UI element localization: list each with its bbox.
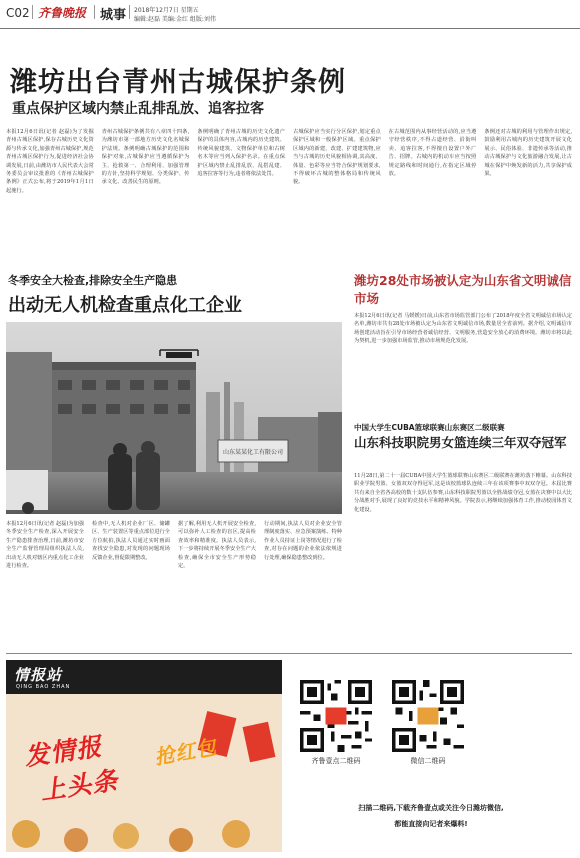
drone-photo-illustration — [6, 322, 342, 514]
company-sign: 山东某某化工有限公司 — [222, 449, 284, 456]
article-column: 据了解,利用无人机开展安全检查,可以弥补人工检查的盲区,提高检查效率和精准度。执法人员表示,下一步将持续开展冬季安全生产大检查,确保全市安全生产形势稳定。 — [178, 521, 256, 570]
section-name: 城事 — [100, 8, 127, 23]
wechat-qr-code[interactable] — [392, 680, 464, 752]
lead-article-body — [6, 128, 572, 268]
scan-instruction: 扫描二维码,下载齐鲁壹点或关注今日潍坊微信, — [358, 804, 504, 812]
header-divider — [94, 5, 95, 19]
scan-instruction: 都能直接向记者来爆料! — [394, 820, 468, 828]
promo-logo-sub: QING BAO ZHAN — [16, 684, 71, 690]
article-column: 在古城范围内从事经营活动的,应当遵守经营秩序,不得占道经营、沿街叫卖、追客拉客,不得擅自设置户外广告、招牌。古城内的机动车应当按照规定路线和时间通行,在指定区域停放。 — [388, 129, 477, 178]
second-story-kicker: 冬季安全大检查,排除安全生产隐患 — [8, 274, 178, 287]
side-story-kicker: 中国大学生CUBA篮球联赛山东赛区二级联赛 — [354, 423, 505, 432]
lead-headline: 潍坊出台青州古城保护条例 — [10, 67, 346, 98]
side-story-body: 11月28日,第二十一届CUBA中国大学生篮球联赛山东赛区二级联赛在潍坊落下帷幕。山东科技职业学院男篮、女篮双双夺得冠军,这是该校篮球队连续三年在该项赛事中双双夺冠。本届比赛共有来自全省各高校的数十支队伍参赛,山东科技职院男篮以全胜战绩夺冠,女篮在决赛中以大比分战胜对手,展现了良好的竞技水平和精神风貌。学院表示,将继续加强体育工作,推动校园体育文化建设。 — [354, 473, 572, 513]
page-header — [0, 0, 580, 32]
issue-date: 2018年12月7日 星期五 — [134, 7, 199, 14]
drone-inspection-photo — [6, 322, 342, 514]
newspaper-name: 齐鲁晚报 — [38, 6, 87, 20]
promo-slogan: 上头条 — [38, 765, 120, 806]
article-column: 青州古城保护条例共有八章四十四条,为潍坊市第一部地方历史文化名城保护法规。条例明确古城保护的范围和保护对象,古城保护应当遵循保护为主、抢救第一、合理利用、加强管理的方针,坚持科学规划、分类保护、传承文化、改善民生的原则。 — [101, 129, 190, 186]
article-column: 本报12月6日讯(记者 赵磊)为加强冬季安全生产检查,深入开展安全生产隐患排查治理,日前,潍坊市安全生产监督管理局组织执法人员,出动无人机对辖区内重点化工企业进行检查。 — [6, 521, 84, 570]
page-number: C02 — [6, 6, 30, 20]
side-story-headline: 山东科技职院男女篮连续三年双夺冠军 — [354, 435, 567, 450]
news-tip-promo-banner — [6, 660, 282, 852]
second-story-headline: 出动无人机检查重点化工企业 — [8, 295, 242, 316]
header-divider — [129, 5, 130, 19]
header-divider — [32, 5, 33, 19]
promo-slogan: 抢红包 — [152, 734, 219, 770]
article-column: 古城保护应当实行分区保护,划定重点保护区域和一般保护区域。重点保护区域内的新建、改建、扩建建筑物,应当与古城的历史风貌相协调,其高度、体量、色彩等应当符合保护规划要求,不得破坏古城的整体格局和传统风貌。 — [292, 129, 381, 186]
article-column: 条例还对古城的利用与管理作出规定,鼓励利用古城内的历史建筑开展文化展示、民俗体验、非遗传承等活动,推动古城保护与文化旅游融合发展,让古城在保护中焕发新的活力,共享保护成果。 — [484, 129, 572, 178]
second-article-body — [6, 520, 342, 648]
article-column: 条例明确了青州古城的历史文化遗产保护的具体内容,古城内的历史建筑、传统风貌建筑、文物保护单位和古树名木等应当列入保护名录。在重点保护区域内禁止乱排乱放、乱搭乱建、追客拉客等行为,违者将依法处罚。 — [197, 129, 285, 178]
promo-slogan: 发情报 — [22, 731, 104, 772]
header-rule — [0, 28, 580, 29]
qilu-app-qr-code[interactable] — [300, 680, 372, 752]
section-rule — [6, 653, 572, 654]
article-column: 本报12月6日讯(记者 赵磊)为了发掘青州古城区保护,保存古城历史文化资源与传承文化,加强青州古城保护,规范青州古城区保护行为,促进经济社会协调发展,日前,由潍坊市人民代表大会常务委员会审议批准的《青州古城保护条例》正式公布,将于2019年1月1日起施行。 — [6, 129, 94, 194]
qr-code-icon — [300, 680, 372, 752]
qr-code-label: 齐鲁壹点二维码 — [311, 757, 361, 765]
promo-logo: 情报站 — [14, 666, 63, 684]
article-column: 检查中,无人机对企业厂区、储罐区、生产装置区等重点部位进行全方位航拍,执法人员通过实时画面查找安全隐患,对发现的问题现场反馈企业,督促限期整改。 — [92, 521, 170, 561]
qr-code-icon — [392, 680, 464, 752]
side-story-body: 本报12月6日讯(记者 马媛媛)日前,山东省市场监管部门公布了2018年度全省文明诚信市场认定名单,潍坊市共有28处市场被认定为山东省文明诚信市场,数量居全省前列。据介绍,文明诚信市场创建活动旨在引导市场经营者诚信经营、文明服务,营造安全放心的消费环境。潍坊市将以此为契机,进一步加强市场监管,推动市场规范化发展。 — [354, 313, 572, 345]
qr-code-label: 微信二维码 — [410, 757, 446, 765]
lead-subheadline: 重点保护区域内禁止乱排乱放、追客拉客 — [12, 101, 264, 117]
side-story-headline: 潍坊28处市场被认定为山东省文明诚信市场 — [354, 273, 572, 306]
editor-credits: 编辑:赵磊 美编:金红 组版:刘伟 — [134, 16, 216, 23]
article-column: 行动期间,执法人员对企业安全管理制度落实、应急预案演练、特种作业人员持证上岗等情况进行了检查,对存在问题的企业依法依规进行处理,确保隐患整改到位。 — [264, 521, 342, 561]
